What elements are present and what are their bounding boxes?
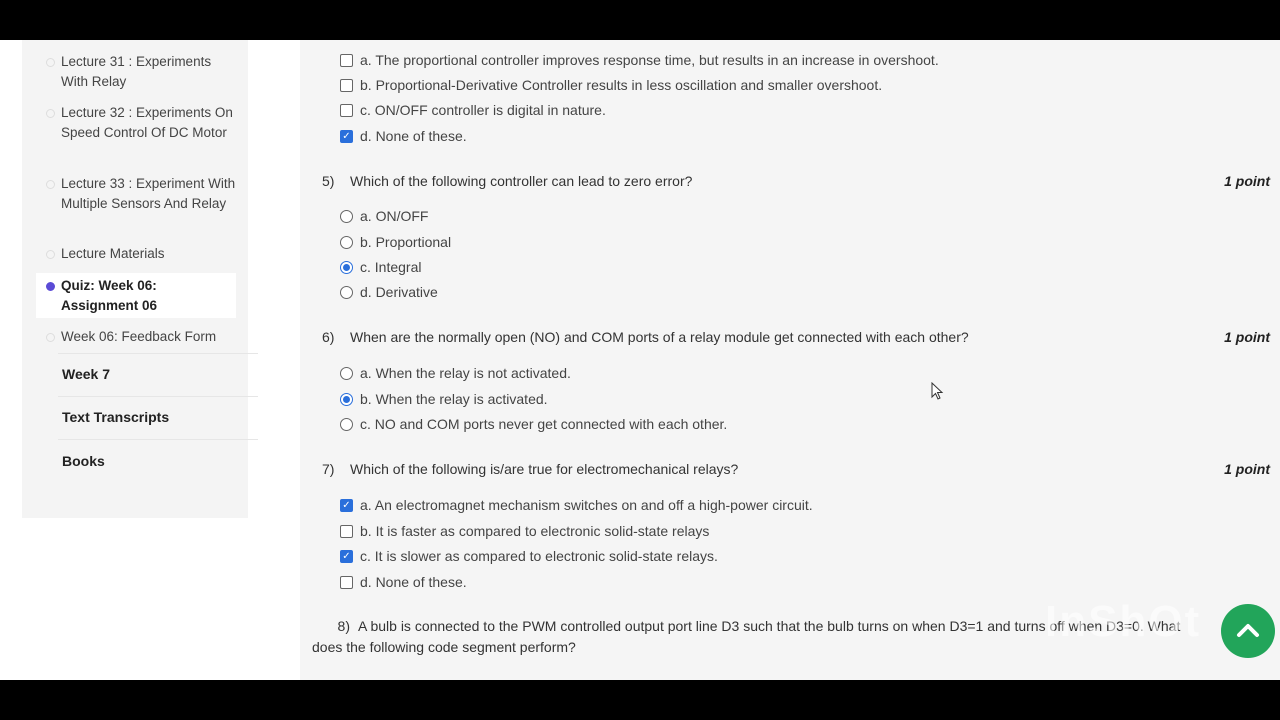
divider <box>58 353 258 354</box>
sidebar-item-lecture-31[interactable] <box>36 52 236 91</box>
chevron-up-icon <box>1233 616 1263 646</box>
sidebar-section-week-7[interactable]: Week 7 <box>62 366 110 382</box>
sidebar-item-feedback-form[interactable] <box>36 327 236 347</box>
radio[interactable] <box>340 418 353 431</box>
sidebar-item-label: Quiz: Week 06: Assignment 06 <box>61 278 158 313</box>
option-label: d. Derivative <box>360 284 438 300</box>
checkbox-checked[interactable]: ✓ <box>340 550 353 563</box>
question-points: 1 point <box>1224 461 1270 477</box>
status-dot-icon <box>46 180 55 189</box>
q4-option-a[interactable] <box>340 52 939 68</box>
question-7 <box>322 461 738 477</box>
q6-option-b[interactable] <box>340 391 548 407</box>
checkbox-checked[interactable]: ✓ <box>340 499 353 512</box>
question-points: 1 point <box>1224 173 1270 189</box>
status-dot-icon <box>46 58 55 67</box>
sidebar-section-text-transcripts[interactable]: Text Transcripts <box>62 409 170 425</box>
checkbox[interactable] <box>340 79 353 92</box>
question-text: A bulb is connected to the PWM controlled output port line D3 such that the bulb turns on when D3=1 and turns off when D3=0. What does the following code segment perform? <box>312 618 1181 655</box>
option-label: c. It is slower as compared to electronic solid-state relays. <box>360 548 718 564</box>
sidebar-item-lecture-32[interactable] <box>36 103 236 142</box>
option-label: b. It is faster as compared to electronic solid-state relays <box>360 523 710 539</box>
inshot-watermark: InShOt <box>1045 597 1202 646</box>
option-label: b. Proportional <box>360 234 452 250</box>
checkbox[interactable] <box>340 525 353 538</box>
q6-option-a[interactable] <box>340 365 571 381</box>
q6-option-c[interactable] <box>340 416 727 432</box>
radio[interactable] <box>340 210 353 223</box>
radio[interactable] <box>340 286 353 299</box>
question-text: When are the normally open (NO) and COM ports of a relay module get connected with each other? <box>350 329 969 345</box>
checkbox-checked[interactable]: ✓ <box>340 130 353 143</box>
sidebar-item-label: Lecture 31 : Experiments With Relay <box>61 54 212 89</box>
mouse-cursor-icon <box>931 382 945 402</box>
sidebar-section-books[interactable]: Books <box>62 453 105 469</box>
checkbox[interactable] <box>340 54 353 67</box>
course-sidebar <box>22 40 248 518</box>
sidebar-item-lecture-materials[interactable] <box>36 244 236 264</box>
option-label: a. When the relay is not activated. <box>360 365 571 381</box>
scroll-top-button[interactable] <box>1221 604 1275 658</box>
sidebar-item-lecture-33[interactable] <box>36 174 236 213</box>
q5-option-c[interactable] <box>340 259 421 275</box>
question-points: 1 point <box>1224 329 1270 345</box>
option-label: c. NO and COM ports never get connected with each other. <box>360 416 728 432</box>
sidebar-item-label: Lecture 32 : Experiments On Speed Control Of DC Motor <box>61 105 233 140</box>
sidebar-item-label: Lecture Materials <box>61 246 165 261</box>
radio-selected[interactable] <box>340 261 353 274</box>
option-label: a. An electromagnet mechanism switches on and off a high-power circuit. <box>360 497 813 513</box>
q5-option-d[interactable] <box>340 284 438 300</box>
q7-option-c[interactable] <box>340 548 718 564</box>
q4-option-c[interactable] <box>340 102 606 118</box>
question-number: 8) <box>337 618 350 634</box>
q4-option-b[interactable] <box>340 77 882 93</box>
q4-option-d[interactable] <box>340 128 467 144</box>
question-number: 7) <box>322 461 335 477</box>
q7-option-d[interactable] <box>340 574 467 590</box>
q5-option-b[interactable] <box>340 234 451 250</box>
option-label: c. Integral <box>360 259 422 275</box>
active-dot-icon <box>46 282 55 291</box>
option-label: d. None of these. <box>360 574 467 590</box>
question-text: Which of the following is/are true for electromechanical relays? <box>350 461 739 477</box>
q7-option-a[interactable] <box>340 497 813 513</box>
question-text: Which of the following controller can lead to zero error? <box>350 173 693 189</box>
radio-selected[interactable] <box>340 393 353 406</box>
q5-option-a[interactable] <box>340 208 428 224</box>
radio[interactable] <box>340 367 353 380</box>
checkbox[interactable] <box>340 576 353 589</box>
question-5 <box>322 173 692 189</box>
option-label: c. ON/OFF controller is digital in nature. <box>360 102 606 118</box>
option-label: d. None of these. <box>360 128 467 144</box>
checkbox[interactable] <box>340 104 353 117</box>
option-label: a. The proportional controller improves response time, but results in an increase in overshoot. <box>360 52 939 68</box>
q7-option-b[interactable] <box>340 523 709 539</box>
page-frame <box>0 40 1280 680</box>
status-dot-icon <box>46 250 55 259</box>
question-number: 5) <box>322 173 335 189</box>
question-number: 6) <box>322 329 335 345</box>
sidebar-item-quiz-week-06[interactable] <box>36 273 236 318</box>
status-dot-icon <box>46 109 55 118</box>
option-label: a. ON/OFF <box>360 208 429 224</box>
sidebar-item-label: Lecture 33 : Experiment With Multiple Sensors And Relay <box>61 176 236 211</box>
status-dot-icon <box>46 333 55 342</box>
sidebar-item-label: Week 06: Feedback Form <box>61 329 217 344</box>
option-label: b. Proportional-Derivative Controller results in less oscillation and smaller overshoot. <box>360 77 883 93</box>
radio[interactable] <box>340 236 353 249</box>
divider <box>58 439 258 440</box>
divider <box>58 396 258 397</box>
option-label: b. When the relay is activated. <box>360 391 548 407</box>
quiz-content <box>300 40 1280 680</box>
question-6 <box>322 329 969 345</box>
